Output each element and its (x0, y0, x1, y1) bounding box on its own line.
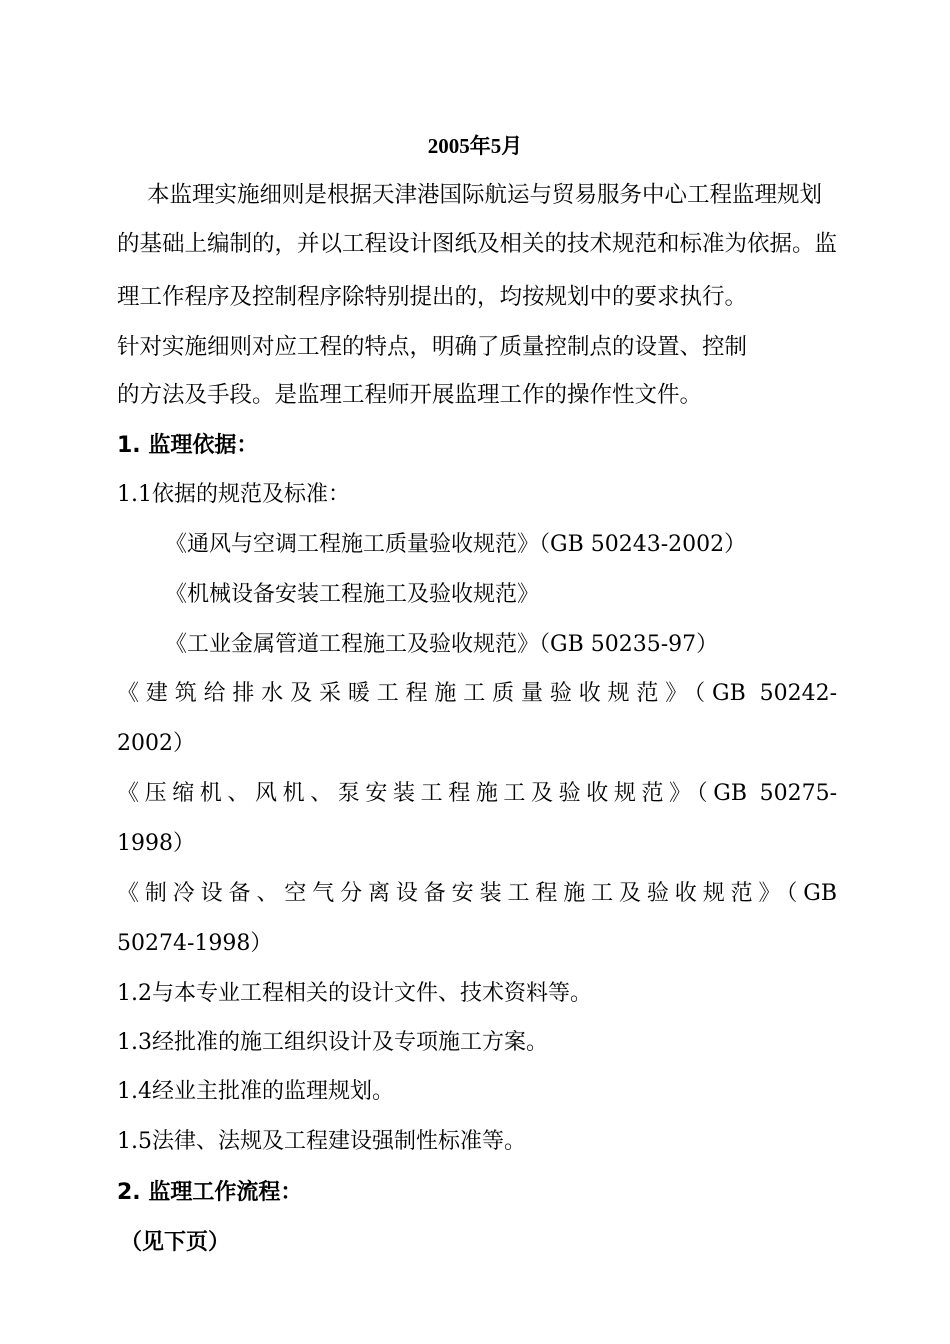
standard-item-6-line-1: 《制冷设备、空气分离设备安装工程施工及验收规范》（GB (117, 881, 837, 906)
intro-line-3: 理工作程序及控制程序除特别提出的，均按规划中的要求执行。 (117, 284, 748, 310)
intro-line-5: 的方法及手段。是监理工程师开展监理工作的操作性文件。 (117, 382, 703, 408)
section-1-2-item: 1.2与本专业工程相关的设计文件、技术资料等。 (117, 981, 592, 1006)
see-next-page-note: （见下页） (120, 1230, 231, 1255)
standard-item-3: 《工业金属管道工程施工及验收规范》（GB 50235-97） (165, 632, 719, 657)
section-2-heading: 2. 监理工作流程： (117, 1180, 303, 1205)
document-date: 2005年5月 (427, 134, 523, 158)
standard-item-2: 《机械设备安装工程施工及验收规范》 (165, 582, 540, 607)
section-1-5-item: 1.5法律、法规及工程建设强制性标准等。 (117, 1129, 526, 1154)
intro-line-1: 本监理实施细则是根据天津港国际航运与贸易服务中心工程监理规划 (147, 182, 823, 208)
standard-item-6-line-2: 50274-1998） (117, 931, 273, 956)
intro-line-2: 的基础上编制的，并以工程设计图纸及相关的技术规范和标准为依据。监 (117, 231, 838, 257)
section-1-3-item: 1.3经批准的施工组织设计及专项施工方案。 (117, 1030, 548, 1055)
standard-item-4-line-2: 2002） (117, 731, 195, 756)
standard-item-5-line-2: 1998） (117, 831, 195, 856)
section-1-4-item: 1.4经业主批准的监理规划。 (117, 1079, 394, 1104)
intro-line-4: 针对实施细则对应工程的特点，明确了质量控制点的设置、控制 (117, 334, 748, 360)
standard-item-1: 《通风与空调工程施工质量验收规范》（GB 50243-2002） (165, 532, 747, 557)
standard-item-4-line-1: 《建筑给排水及采暖工程施工质量验收规范》（GB 50242- (117, 681, 837, 706)
section-1-1-title: 1.1依据的规范及标准： (117, 482, 350, 507)
section-1-heading: 1. 监理依据： (117, 433, 259, 458)
standard-item-5-line-1: 《压缩机、风机、泵安装工程施工及验收规范》（GB 50275- (117, 781, 837, 806)
